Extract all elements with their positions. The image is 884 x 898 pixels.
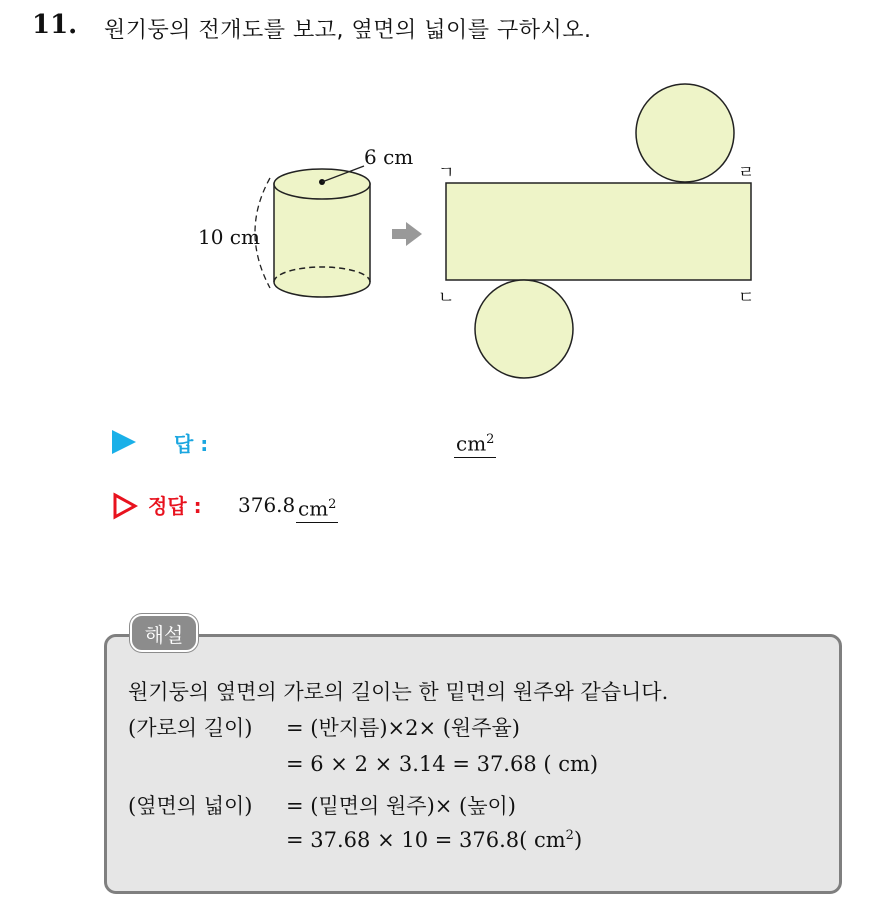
explanation-line-5-main: = 37.68 × 10 = 376.8( cm xyxy=(286,828,566,852)
question-number: 11. xyxy=(32,10,78,40)
cylinder-body xyxy=(274,184,370,297)
answer-blank[interactable] xyxy=(454,428,496,458)
explanation-line-5-end: ) xyxy=(573,828,583,852)
question-text: 원기둥의 전개도를 보고, 옆면의 넓이를 구하시오. xyxy=(104,18,592,43)
corner-label-giyeok: ㄱ xyxy=(438,163,455,183)
corner-label-nieun: ㄴ xyxy=(438,288,455,308)
solution-row xyxy=(108,486,608,526)
corner-label-rieul: ㄹ xyxy=(738,163,755,183)
net-top-circle xyxy=(636,84,734,182)
explanation-line-5 xyxy=(286,828,582,852)
play-triangle-icon xyxy=(112,430,136,454)
explanation-line-5-exponent: 2 xyxy=(565,828,574,843)
cylinder-drawing xyxy=(198,145,413,297)
answer-unit-exponent: 2 xyxy=(486,432,495,447)
explanation-line-3: = 6 × 2 × 3.14 = 37.68 ( cm) xyxy=(286,752,599,776)
solution-unit-exponent: 2 xyxy=(328,497,337,512)
solution-unit-wrap xyxy=(296,493,338,523)
explanation-line-4-rhs: = (밑면의 원주)× (높이) xyxy=(286,794,516,818)
solution-unit: cm xyxy=(298,496,329,521)
outline-triangle-icon xyxy=(112,492,138,520)
net-bottom-circle xyxy=(475,280,573,378)
explanation-line-2-rhs: = (반지름)×2× (원주율) xyxy=(286,716,520,740)
explanation-line-2-lhs: (가로의 길이) xyxy=(128,716,253,740)
explanation-line-1: 원기둥의 옆면의 가로의 길이는 한 밑면의 원주와 같습니다. xyxy=(128,680,669,704)
answer-unit: cm xyxy=(456,431,487,456)
net-side-rectangle xyxy=(446,183,751,280)
solution-label: 정답 : xyxy=(148,494,202,518)
answer-label: 답 : xyxy=(174,432,209,456)
solution-value: 376.8 xyxy=(238,493,296,517)
cylinder-net xyxy=(438,84,754,378)
explanation-tag: 해설 xyxy=(130,614,198,652)
right-arrow-icon xyxy=(392,222,422,246)
corner-label-digeut: ㄷ xyxy=(738,288,755,308)
radius-label: 6 cm xyxy=(364,145,414,169)
height-label: 10 cm xyxy=(198,225,260,249)
answer-row xyxy=(108,422,608,462)
explanation-line-4-lhs: (옆면의 넓이) xyxy=(128,794,253,818)
cylinder-net-figure xyxy=(0,0,884,420)
